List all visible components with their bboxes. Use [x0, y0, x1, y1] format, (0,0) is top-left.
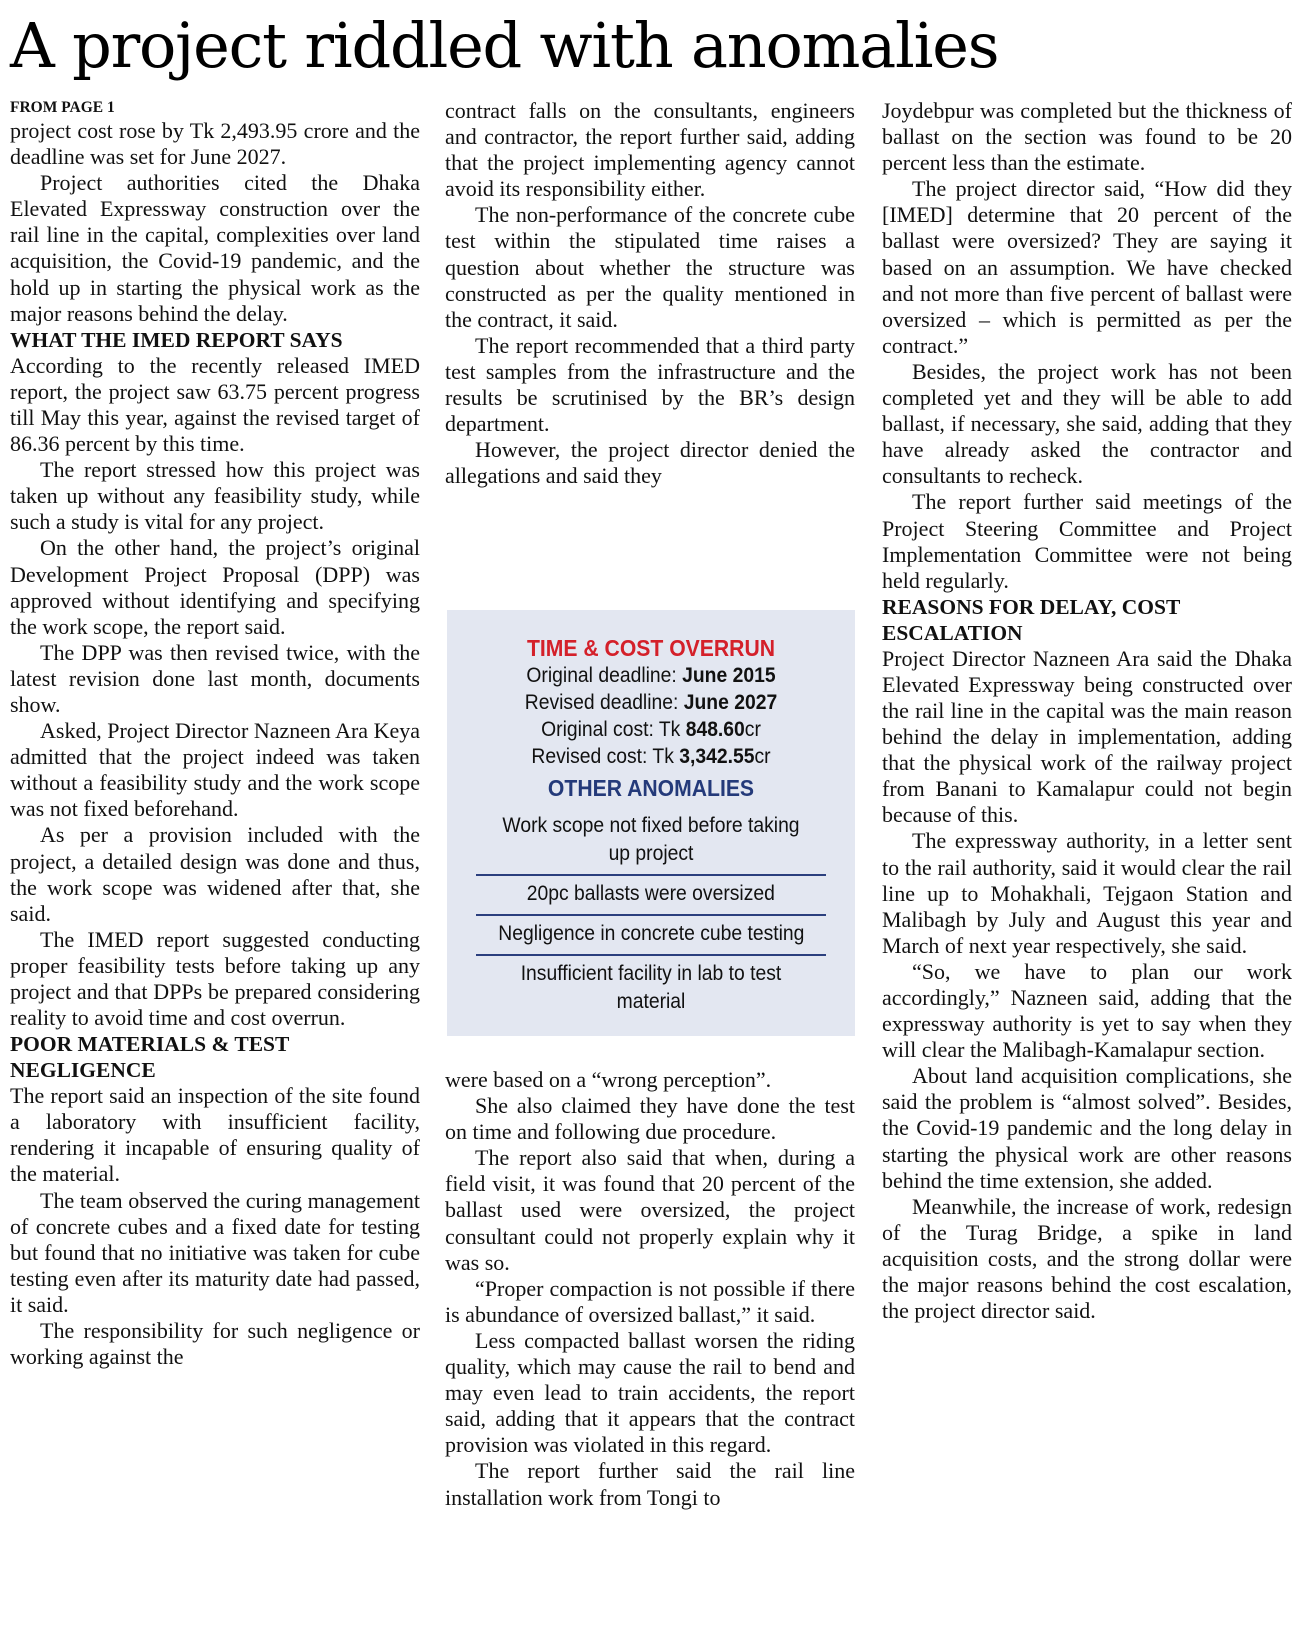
anomaly-item: Insufficient facility in lab to test material: [520, 962, 782, 1013]
column-2-body-bottom: [445, 1067, 855, 1511]
article-column-2-continued: [445, 1067, 855, 1511]
paragraph: “So, we have to plan our work accordingly,” Nazneen said, adding that the expressway authority is yet to say when they will clear the Malibagh-Kamalapur section.: [882, 958, 1292, 1063]
paragraph: The report said an inspection of the site found a laboratory with insufficient facility, rendering it incapable of ensuring quality of the material.: [10, 1083, 420, 1187]
paragraph: The report recommended that a third party test samples from the infrastructure and the results be scrutinised by the BR’s design department.: [445, 332, 855, 437]
paragraph: On the other hand, the project’s original Development Project Proposal (DPP) was approved without identifying and specifying the work scope, the report said.: [10, 535, 420, 639]
subheading: WHAT THE IMED REPORT SAYS: [10, 327, 343, 352]
factbox: [447, 610, 855, 1036]
anomaly-item: Negligence in concrete cube testing: [476, 916, 826, 956]
paragraph: The report also said that when, during a field visit, it was found that 20 percent of the ballast used were oversized, the project consultant could not properly explain why it was so.: [445, 1145, 855, 1275]
article-column-3: [882, 98, 1292, 1324]
paragraph: contract falls on the consultants, engineers and contractor, the report further said, adding that the project implementing agency cannot avoid its responsibility either.: [445, 98, 855, 202]
original-deadline: Original deadline: June 2015: [526, 664, 776, 687]
paragraph: The non-performance of the concrete cube test within the stipulated time raises a question about whether the structure was constructed as per the quality mentioned in the contract, it said.: [445, 202, 855, 332]
paragraph: The DPP was then revised twice, with the latest revision done last month, documents show.: [10, 639, 420, 717]
paragraph: Project Director Nazneen Ara said the Dhaka Elevated Expressway being constructed over the rail line in the capital was the main reason behind the delay in implementation, adding that the physical work of the railway project from Banani to Kamalapur could not begin because of this.: [882, 645, 1292, 828]
paragraph: However, the project director denied the allegations and said they: [445, 437, 855, 489]
article-column-2: [445, 98, 855, 489]
paragraph: Meanwhile, the increase of work, redesign of the Turag Bridge, a spike in land acquisition costs, and the strong dollar were the major reasons behind the cost escalation, the project director said.: [882, 1193, 1292, 1324]
paragraph: Joydebpur was completed but the thickness of ballast on the section was found to be 20 percent less than the estimate.: [882, 98, 1292, 176]
anomalies-title: OTHER ANOMALIES: [547, 775, 755, 801]
anomalies-list: [476, 808, 826, 1022]
paragraph: The IMED report suggested conducting proper feasibility tests before taking up any project and that DPPs be prepared considering reality to avoid time and cost overrun.: [10, 926, 420, 1031]
anomaly-item: 20pc ballasts were oversized: [476, 876, 826, 916]
paragraph: According to the recently released IMED report, the project saw 63.75 percent progress till May this year, against the revised target of 86.36 percent by this time.: [10, 352, 420, 457]
revised-deadline: Revised deadline: June 2027: [524, 691, 778, 714]
paragraph: The project director said, “How did they [IMED] determine that 20 percent of the ballast were oversized? They are saying it based on an assumption. We have checked and not more than five percent of ballast were oversized – which is permitted as per the contract.”: [882, 176, 1292, 358]
anomaly-item: Work scope not fixed before taking up project: [476, 808, 826, 876]
paragraph: The report further said meetings of the Project Steering Committee and Project Implementation Committee were not being held regularly.: [882, 489, 1292, 593]
paragraph: The report stressed how this project was taken up without any feasibility study, while such a study is vital for any project.: [10, 457, 420, 535]
paragraph: The team observed the curing management of concrete cubes and a fixed date for testing but found that no initiative was taken for cube testing even after its maturity date had passed, it said.: [10, 1187, 420, 1317]
paragraph: About land acquisition complications, she said the problem is “almost solved”. Besides, the Covid-19 pandemic and the long delay in starting the physical work are other reasons behind the time extension, she added.: [882, 1063, 1292, 1193]
column-2-body-top: [445, 98, 855, 489]
paragraph: Besides, the project work has not been completed yet and they will be able to add ballast, if necessary, she said, adding that they have already asked the contractor and consultants to recheck.: [882, 358, 1292, 489]
column-1-body: [10, 118, 420, 1370]
subheading: POOR MATERIALS & TEST NEGLIGENCE: [10, 1032, 289, 1083]
paragraph: She also claimed they have done the test on time and following due procedure.: [445, 1093, 855, 1145]
headline: A project riddled with anomalies: [10, 9, 999, 82]
paragraph: The expressway authority, in a letter sent to the rail authority, said it would clear the rail line up to Mohakhali, Tejgaon Station and Malibagh by July and August this year and March of next year respectively, she said.: [882, 828, 1292, 958]
paragraph: The responsibility for such negligence or working against the: [10, 1318, 420, 1370]
paragraph: As per a provision included with the project, a detailed design was done and thus, the work scope was widened after that, she said.: [10, 822, 420, 926]
column-3-body: [882, 98, 1292, 1324]
dateline: FROM PAGE 1: [10, 99, 115, 116]
paragraph: “Proper compaction is not possible if there is abundance of oversized ballast,” it said.: [445, 1275, 855, 1327]
paragraph: Project authorities cited the Dhaka Elevated Expressway construction over the rail line in the capital, complexities over land acquisition, the Covid-19 pandemic, and the hold up in starting the physical work as the major reasons behind the delay.: [10, 170, 420, 326]
paragraph: Less compacted ballast worsen the riding quality, which may cause the rail to bend and may even lead to train accidents, the report said, adding that it appears that the contract provision was violated in this regard.: [445, 1327, 855, 1458]
paragraph: Asked, Project Director Nazneen Ara Keya admitted that the project indeed was taken without a feasibility study and the work scope was not fixed beforehand.: [10, 718, 420, 822]
paragraph: The report further said the rail line installation work from Tongi to: [445, 1458, 855, 1510]
original-cost: Original cost: Tk 848.60cr: [541, 718, 761, 741]
factbox-title: TIME & COST OVERRUN: [526, 635, 776, 661]
paragraph: project cost rose by Tk 2,493.95 crore and the deadline was set for June 2027.: [10, 118, 420, 170]
revised-cost: Revised cost: Tk 3,342.55cr: [531, 745, 771, 768]
article-column-1: [10, 98, 420, 1370]
paragraph: were based on a “wrong perception”.: [445, 1067, 772, 1092]
subheading: REASONS FOR DELAY, COST ESCALATION: [882, 594, 1180, 645]
